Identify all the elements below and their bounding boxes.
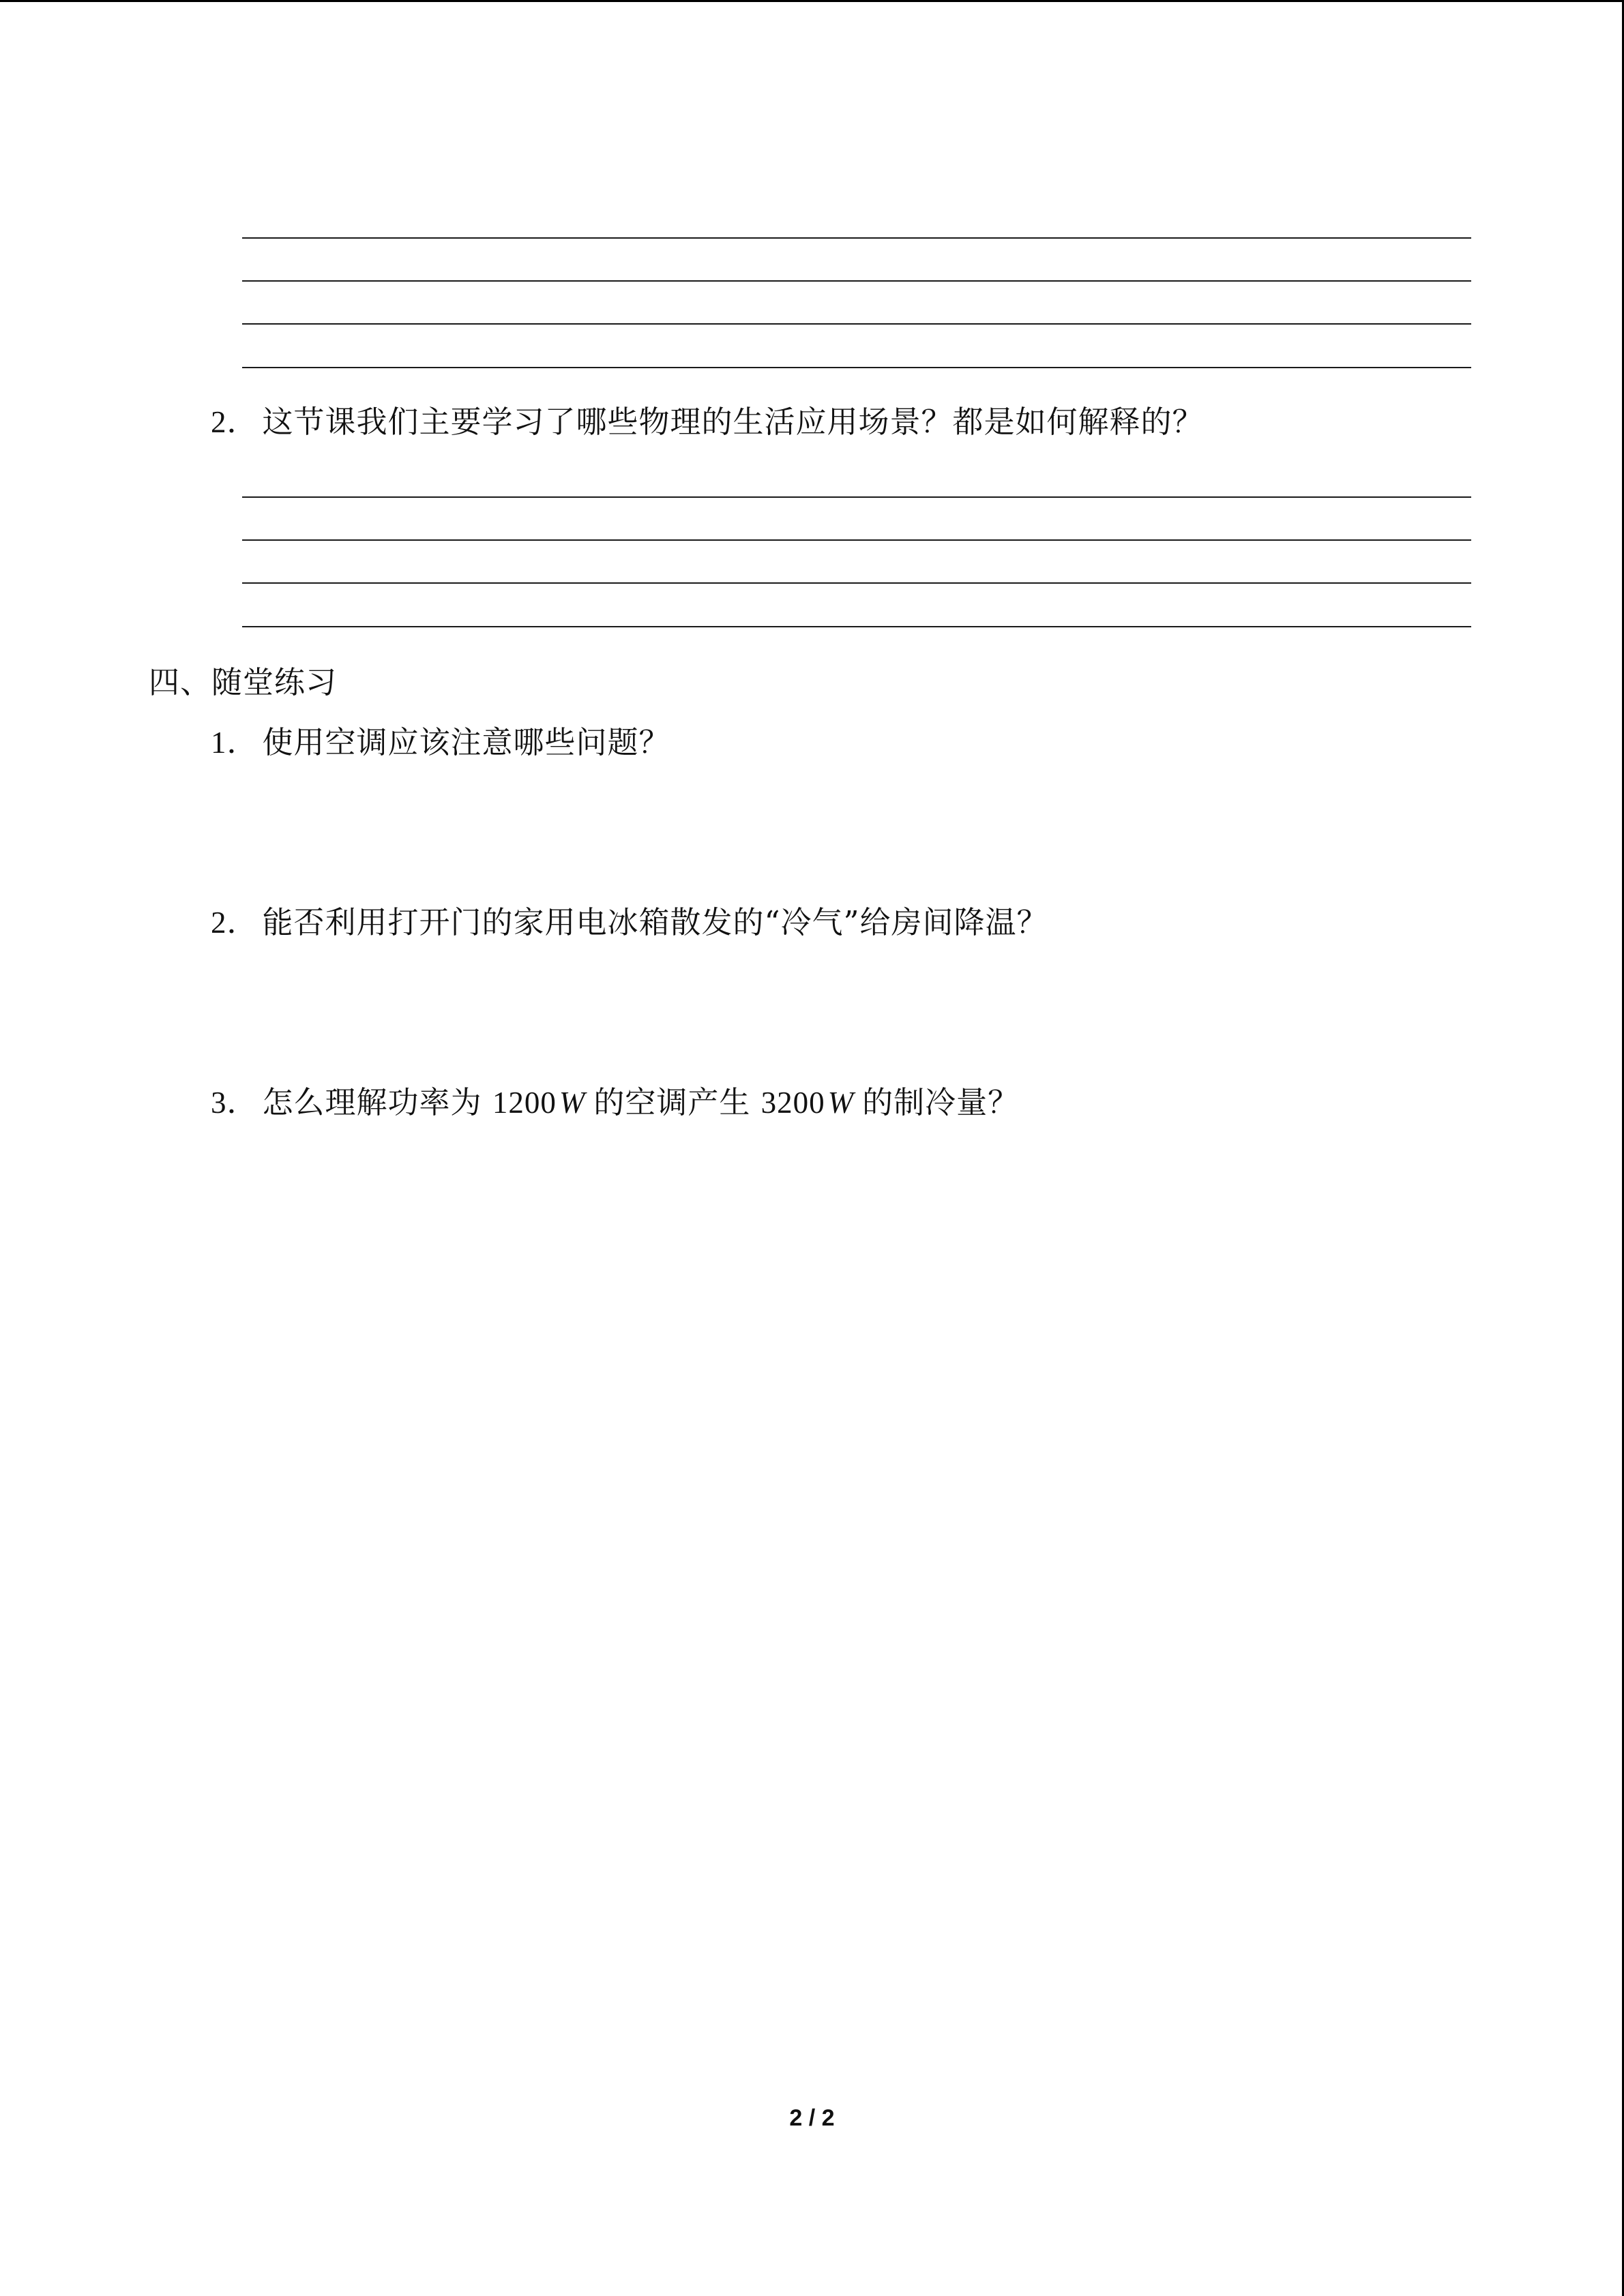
answer-line bbox=[242, 367, 1471, 368]
answer-line bbox=[242, 626, 1471, 627]
answer-line bbox=[242, 539, 1471, 541]
power-unit: W bbox=[559, 1086, 586, 1120]
question-number: 2． bbox=[211, 405, 259, 439]
answer-line bbox=[242, 237, 1471, 239]
question-text: 这节课我们主要学习了哪些物理的生活应用场景？都是如何解释的？ bbox=[262, 404, 1204, 440]
cooling-unit: W bbox=[827, 1086, 855, 1120]
cooling-value: 3200 bbox=[761, 1086, 825, 1120]
answer-line bbox=[242, 323, 1471, 325]
page-number: 2 / 2 bbox=[789, 2105, 835, 2131]
question-number: 2． bbox=[211, 906, 259, 940]
review-question-2 bbox=[211, 403, 1204, 441]
answer-line bbox=[242, 280, 1471, 282]
question-text: 使用空调应该注意哪些问题？ bbox=[262, 724, 670, 760]
answer-line bbox=[242, 582, 1471, 584]
practice-question-1 bbox=[211, 724, 670, 762]
question-number: 1． bbox=[211, 726, 259, 760]
question-number: 3． bbox=[211, 1086, 259, 1120]
power-value: 1200 bbox=[492, 1086, 557, 1120]
question-text-middle: 的空调产生 bbox=[593, 1084, 761, 1120]
practice-question-2 bbox=[211, 904, 1048, 942]
question-text-suffix: 的制冷量？ bbox=[862, 1084, 1020, 1120]
section-heading: 四、随堂练习 bbox=[149, 664, 338, 700]
question-text-prefix: 怎么理解功率为 bbox=[262, 1084, 492, 1120]
practice-question-3 bbox=[211, 1084, 1019, 1122]
answer-line bbox=[242, 496, 1471, 498]
question-text: 能否利用打开门的家用电冰箱散发的“冷气”给房间降温？ bbox=[262, 904, 1048, 940]
